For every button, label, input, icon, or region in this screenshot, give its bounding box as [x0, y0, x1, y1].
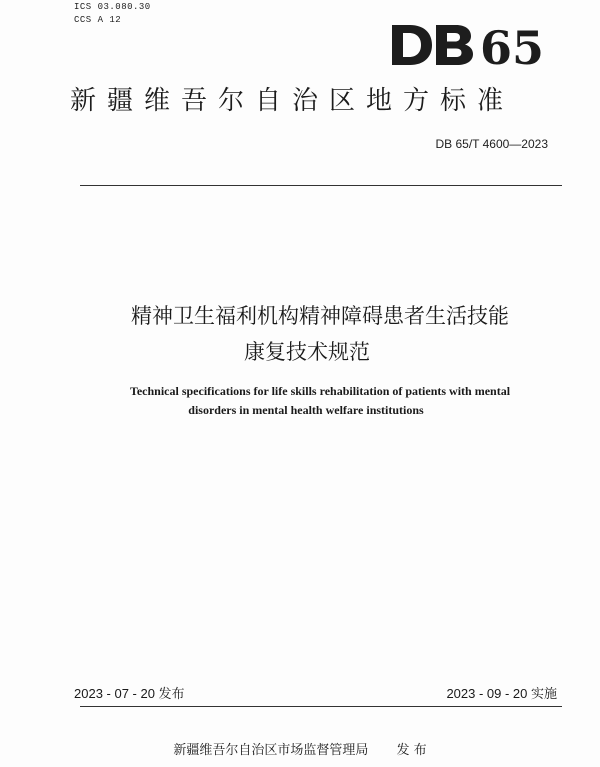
db65-logo — [392, 21, 545, 75]
issue-word: 发 布 — [396, 743, 427, 758]
issuing-authority-line — [0, 742, 600, 760]
chinese-title-line-2: 康复技术规范 — [244, 340, 370, 364]
implement-date: 2023 - 09 - 20 实施 — [446, 686, 557, 701]
english-title — [0, 382, 600, 420]
english-title-line-2: disorders in mental health welfare institutions — [188, 403, 424, 417]
issuer-title: 新疆维吾尔自治区地方标准 — [70, 86, 515, 116]
english-title-line-1: Technical specifications for life skills rehabilitation of patients with mental — [129, 384, 511, 398]
top-divider — [80, 185, 562, 186]
standard-number: DB 65/T 4600—2023 — [435, 137, 548, 151]
bottom-divider — [80, 706, 562, 707]
logo-number: 65 — [480, 21, 545, 75]
chinese-title-line-1: 精神卫生福利机构精神障碍患者生活技能 — [131, 304, 509, 328]
logo-letter-b — [436, 25, 473, 65]
ics-code: ICS 03.080.30 — [74, 2, 151, 12]
logo-letter-d — [392, 25, 432, 65]
publish-date: 2023 - 07 - 20 发布 — [74, 686, 185, 701]
issuing-authority: 新疆维吾尔自治区市场监督管理局 — [173, 743, 369, 758]
chinese-title — [0, 298, 600, 370]
ccs-code: CCS A 12 — [74, 15, 122, 25]
